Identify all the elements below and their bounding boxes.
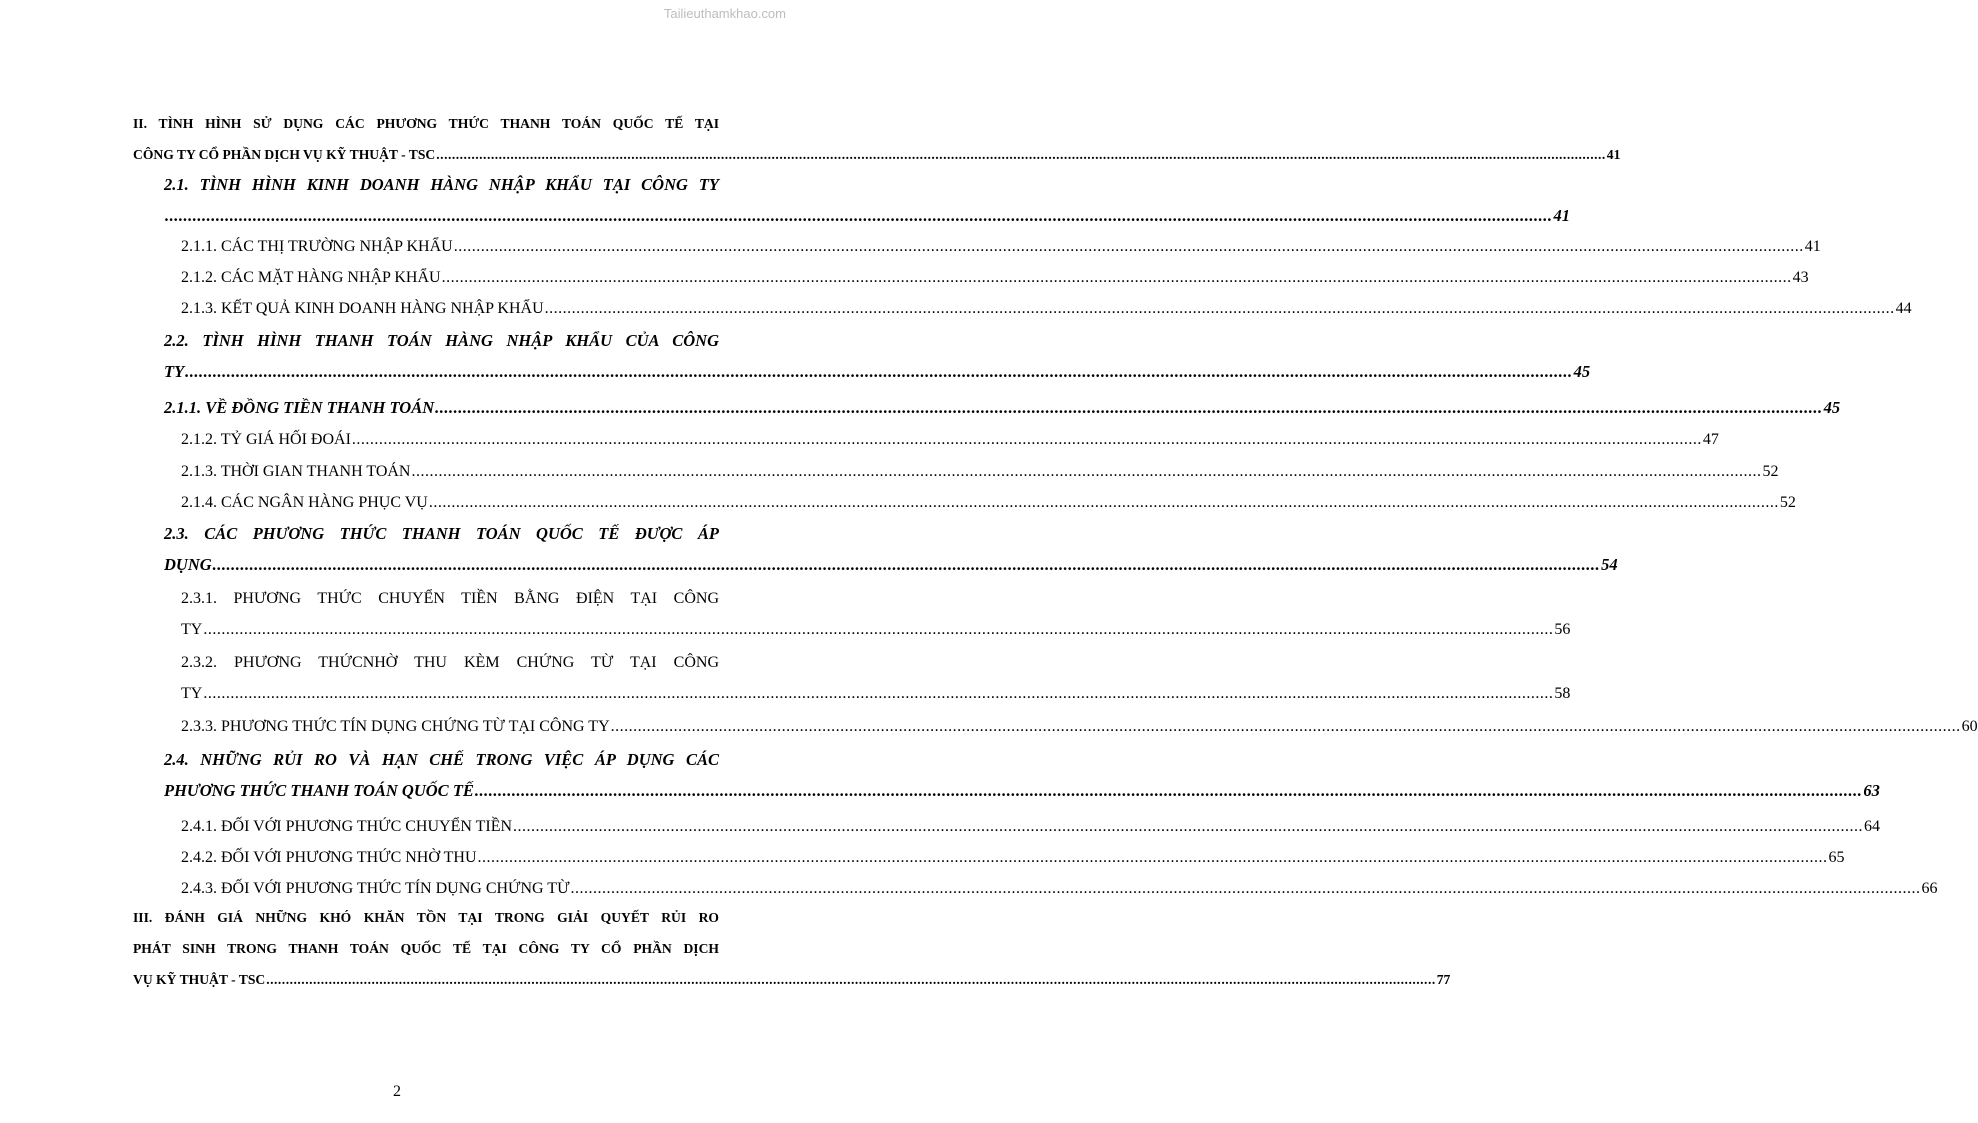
toc-entry-2-3-1[interactable] [181,583,1571,645]
toc-entry-title: 2.1.4. CÁC NGÂN HÀNG PHỤC VỤ [181,494,428,511]
toc-page-number: 41 [1606,147,1621,162]
toc-page-number: 45 [1823,398,1841,417]
toc-page-number: 54 [1601,555,1618,574]
dot-leader: ............................................................................................................................................................................................................................................................................................................ [441,269,1792,286]
toc-page-number: 64 [1864,818,1881,835]
toc-page-number: 66 [1921,880,1938,897]
toc-entry-title: 2.1.3. KẾT QUẢ KINH DOANH HÀNG NHẬP KHẨU [181,300,544,317]
toc-entry-2-1[interactable] [164,169,1570,231]
toc-entry-title: 2.1.1. VỀ ĐỒNG TIỀN THANH TOÁN [164,398,435,417]
toc-page-number: 43 [1792,269,1809,286]
dot-leader: ............................................................................................................................................................................................................................................................................................................ [165,206,1553,225]
toc-entry-title-line2: PHƯƠNG THỨC THANH TOÁN QUỐC TẾ [164,781,474,800]
toc-page-number: 41 [1553,206,1570,225]
toc-page-number: 60 [1961,718,1978,735]
toc-page-number: 47 [1702,431,1719,448]
toc-entry-title: 2.1.2. TỶ GIÁ HỐI ĐOÁI [181,431,351,448]
toc-entry-2-2-2[interactable] [181,424,1719,455]
toc-entry-title-line1: 2.2. TÌNH HÌNH THANH TOÁN HÀNG NHẬP KHẨU CỦA CÔNG [164,331,719,350]
toc-page-number: 45 [1573,362,1591,381]
toc-entry-2-3[interactable] [164,518,1618,580]
dot-leader: ............................................................................................................................................................................................................................................................................................................ [435,398,1823,417]
dot-leader: ............................................................................................................................................................................................................................................................................................................ [411,463,1762,480]
dot-leader: ............................................................................................................................................................................................................................................................................................................ [428,494,1779,511]
page-number: 2 [393,1083,401,1100]
dot-leader: ............................................................................................................................................................................................................................................................................................................ [453,238,1804,255]
toc-entry-2-4-2[interactable] [181,842,1845,873]
toc-entry-2-4[interactable] [164,744,1880,806]
toc-entry-title: 2.1.1. CÁC THỊ TRƯỜNG NHẬP KHẨU [181,238,453,255]
dot-leader: ............................................................................................................................................................................................................................................................................................................ [185,362,1573,381]
dot-leader: ............................................................................................................................................................................................................................................................................................................ [436,147,1606,162]
watermark: Tailieuthamkhao.com [663,6,786,21]
dot-leader: ............................................................................................................................................................................................................................................................................................................ [610,718,1961,735]
toc-entry-title-line2: CÔNG TY CỔ PHẦN DỊCH VỤ KỸ THUẬT - TSC [133,147,436,162]
dot-leader: ............................................................................................................................................................................................................................................................................................................ [351,431,1702,448]
toc-entry-title: 2.4.2. ĐỐI VỚI PHƯƠNG THỨC NHỜ THU [181,849,477,866]
toc-page-number: 58 [1554,685,1571,702]
toc-entry-title-line2: TY [164,362,185,381]
dot-leader: ............................................................................................................................................................................................................................................................................................................ [513,818,1864,835]
dot-leader: ............................................................................................................................................................................................................................................................................................................ [266,972,1436,987]
toc-entry-title-line1: 2.4. NHỮNG RỦI RO VÀ HẠN CHẾ TRONG VIỆC ÁP DỤNG CÁC [164,750,719,769]
toc-entry-2-3-2[interactable] [181,647,1571,709]
toc-entry-2-2-1[interactable] [164,392,1841,423]
toc-entry-section-3[interactable] [133,902,1451,995]
toc-page-number: 56 [1554,621,1571,638]
toc-entry-title-line2: TY [181,685,203,702]
dot-leader: ............................................................................................................................................................................................................................................................................................................ [203,685,1554,702]
toc-page-number: 65 [1828,849,1845,866]
toc-entry-title-line1: 2.3.2. PHƯƠNG THỨCNHỜ THU KÈM CHỨNG TỪ TẠI CÔNG [181,654,719,671]
toc-entry-section-2[interactable] [133,108,1621,170]
dot-leader: ............................................................................................................................................................................................................................................................................................................ [570,880,1921,897]
toc-entry-title-line1: 2.3.1. PHƯƠNG THỨC CHUYỂN TIỀN BẰNG ĐIỆN TẠI CÔNG [181,590,719,607]
toc-entry-title-line2: DỤNG [164,555,212,574]
toc-entry-2-2-3[interactable] [181,456,1779,487]
dot-leader: ............................................................................................................................................................................................................................................................................................................ [544,300,1895,317]
toc-entry-title-line1: III. ĐÁNH GIÁ NHỮNG KHÓ KHĂN TỒN TẠI TRONG GIẢI QUYẾT RỦI RO [133,910,719,925]
toc-entry-title-line1: II. TÌNH HÌNH SỬ DỤNG CÁC PHƯƠNG THỨC THANH TOÁN QUỐC TẾ TẠI [133,116,719,131]
toc-entry-2-1-3[interactable] [181,293,1912,324]
toc-entry-2-2[interactable] [164,325,1591,387]
dot-leader: ............................................................................................................................................................................................................................................................................................................ [477,849,1828,866]
toc-entry-title-line1: 2.1. TÌNH HÌNH KINH DOANH HÀNG NHẬP KHẨU TẠI CÔNG TY [164,175,719,194]
toc-entry-2-2-4[interactable] [181,487,1796,518]
toc-page-number: 44 [1895,300,1912,317]
toc-page-number: 52 [1779,494,1796,511]
toc-page-number: 63 [1863,781,1880,800]
toc-entry-title-line1: 2.3. CÁC PHƯƠNG THỨC THANH TOÁN QUỐC TẾ ĐƯỢC ÁP [164,524,719,543]
toc-entry-title: 2.1.3. THỜI GIAN THANH TOÁN [181,463,411,480]
toc-entry-2-4-1[interactable] [181,811,1881,842]
dot-leader: ............................................................................................................................................................................................................................................................................................................ [212,555,1601,574]
toc-entry-title-line2: TY [181,621,203,638]
dot-leader: ............................................................................................................................................................................................................................................................................................................ [203,621,1554,638]
toc-entry-2-1-2[interactable] [181,262,1809,293]
toc-entry-title: 2.3.3. PHƯƠNG THỨC TÍN DỤNG CHỨNG TỪ TẠI CÔNG TY [181,718,610,735]
toc-page-number: 77 [1436,972,1451,987]
dot-leader: ............................................................................................................................................................................................................................................................................................................ [474,781,1863,800]
toc-entry-2-3-3[interactable] [181,711,1978,742]
toc-entry-title: 2.4.3. ĐỐI VỚI PHƯƠNG THỨC TÍN DỤNG CHỨNG TỪ [181,880,570,897]
toc-page-number: 41 [1804,238,1821,255]
toc-entry-title: 2.4.1. ĐỐI VỚI PHƯƠNG THỨC CHUYỂN TIỀN [181,818,513,835]
toc-entry-title: 2.1.2. CÁC MẶT HÀNG NHẬP KHẨU [181,269,441,286]
toc-page-number: 52 [1762,463,1779,480]
toc-entry-title-line3: VỤ KỸ THUẬT - TSC [133,972,266,987]
toc-entry-2-1-1[interactable] [181,231,1821,262]
toc-entry-2-4-3[interactable] [181,873,1938,904]
toc-entry-title-line2: PHÁT SINH TRONG THANH TOÁN QUỐC TẾ TẠI CÔNG TY CỔ PHẦN DỊCH [133,941,719,956]
